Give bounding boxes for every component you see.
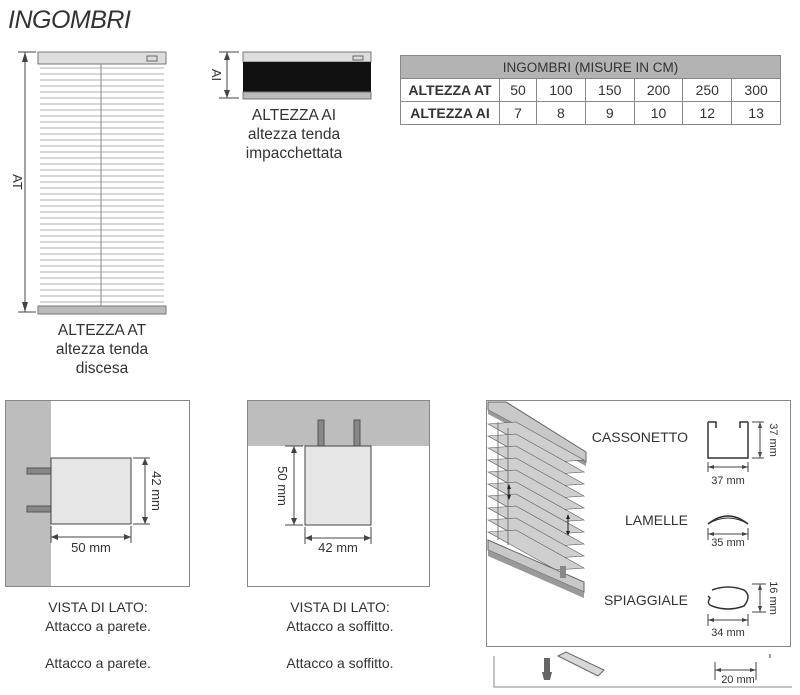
lamelle-label: LAMELLE	[624, 512, 688, 528]
ai-label: AI	[209, 68, 224, 82]
profiles-panel	[486, 400, 794, 690]
blind-slats	[40, 68, 164, 302]
cassonetto-width-dim: 37 mm	[711, 475, 745, 487]
wall-caption: VISTA DI LATO: Attacco a parete.	[45, 599, 151, 634]
wall-height-dim: 42 mm	[149, 471, 164, 511]
table-header: INGOMBRI (MISURE IN CM)	[401, 56, 781, 79]
blind-lowered-drawing	[0, 40, 180, 320]
at-label: AT	[10, 174, 25, 190]
caption-at: ALTEZZA AT altezza tenda discesa	[55, 322, 149, 377]
ceiling-height-dim: 50 mm	[275, 466, 290, 506]
ceiling-width-dim: 42 mm	[318, 540, 358, 555]
table-row: ALTEZZA AI 7 8 9 10 12 13	[401, 102, 781, 125]
spiaggiale-height-dim: 16 mm	[767, 581, 779, 615]
spiaggiale-width-dim: 34 mm	[711, 627, 745, 639]
table-row: ALTEZZA AT 50 100 150 200 250 300	[401, 79, 781, 102]
cassonetto-label: CASSONETTO	[591, 429, 688, 445]
page-title: INGOMBRI	[8, 6, 131, 34]
ceiling	[248, 401, 429, 446]
wall-mount-view	[5, 400, 191, 588]
blind-packed-drawing	[205, 40, 375, 105]
tassel-icon	[544, 658, 550, 672]
lamella-width-dim: 35 mm	[711, 537, 745, 549]
dimensions-table	[400, 55, 781, 125]
ceiling-note: Attacco a soffitto.	[286, 655, 394, 671]
bottom-dim: 20 mm	[721, 674, 755, 686]
cassonetto-height-dim: 37 mm	[767, 423, 779, 457]
wall-width-dim: 50 mm	[71, 540, 111, 555]
spiaggiale-label: SPIAGGIALE	[603, 592, 688, 608]
ceiling-mount-view	[247, 400, 431, 588]
wall-note: Attacco a parete.	[45, 655, 151, 671]
wall	[6, 401, 51, 586]
ceiling-caption: VISTA DI LATO: Attacco a soffitto.	[286, 599, 394, 634]
caption-ai: ALTEZZA AI altezza tenda impacchettata	[245, 107, 343, 162]
